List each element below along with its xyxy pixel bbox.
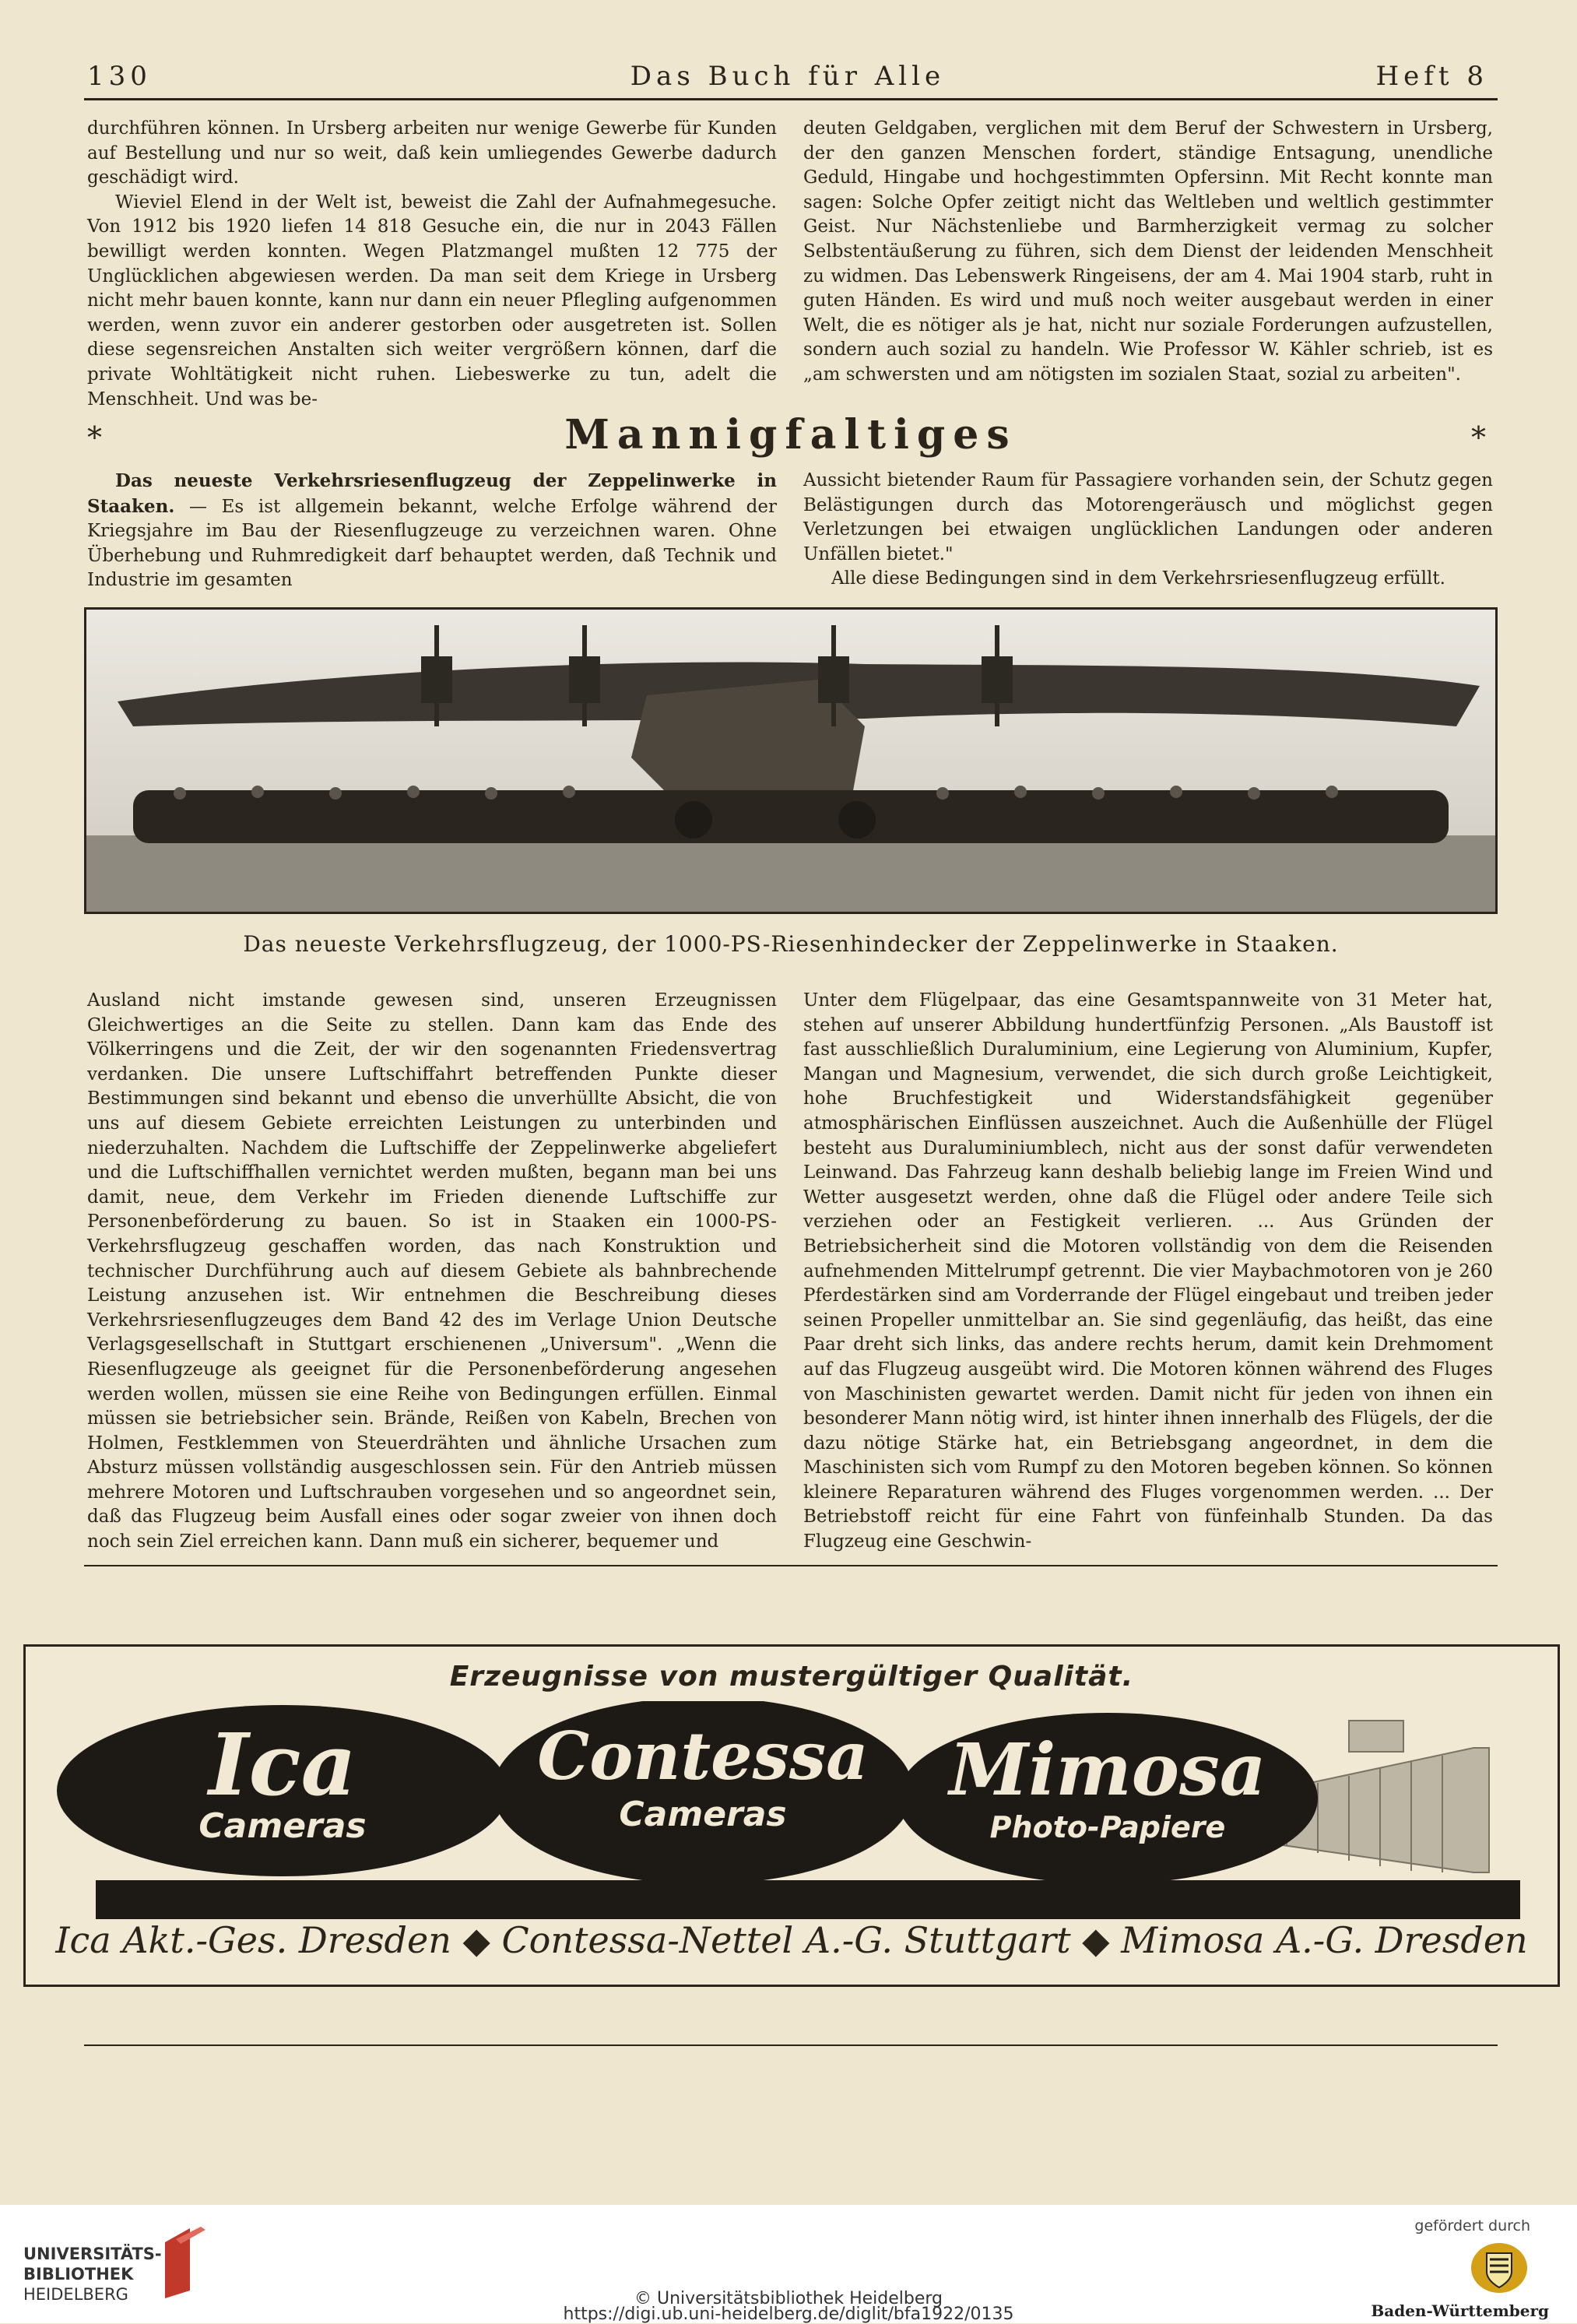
library-footer	[0, 2205, 1577, 2323]
library-name-line: UNIVERSITÄTS-	[23, 2245, 162, 2263]
funded-by-label: gefördert durch	[1414, 2217, 1530, 2234]
brand-ica: Ica	[209, 1714, 356, 1815]
header-rule	[84, 98, 1498, 100]
library-name-line: BIBLIOTHEK	[23, 2265, 134, 2284]
advertisement	[23, 1644, 1560, 1987]
ornament-right: *	[1471, 420, 1486, 455]
paragraph: durchführen können. In Ursberg arbeiten nur wenige Gewerbe für Kunden auf Bestellung und nur so weit, daß kein umliegendes Gewerbe dadurch geschädigt wird.	[87, 118, 777, 188]
ad-logos	[26, 1701, 1558, 1935]
paragraph: Alle diese Bedingungen sind in dem Verkehrsriesenflugzeug erfüllt.	[831, 568, 1445, 589]
brand-mimosa: Mimosa	[949, 1728, 1266, 1812]
brand-mimosa-sub: Photo-Papiere	[989, 1810, 1226, 1844]
paragraph: deuten Geldgaben, verglichen mit dem Beruf der Schwestern in Ursberg, der den ganzen Menschen fordert, ständige Entsagung, unendliche Geduld, Hingabe und hochgestimmten Opfersinn. Mit Recht konnte man sagen: Solche Opfer zeitigt nicht das Weltleben und weltlich gestimmter Geist. Nur Nächstenliebe und Barmherzigkeit vermag zu solcher Selbstentäußerung zu führen, sich dem Dienst der leidenden Menschheit zu widmen. Das Lebenswerk Ringeisens, der am 4. Mai 1904 starb, ruht in guten Händen. Es wird und muß noch weiter ausgebaut werden in einer Welt, die es nötiger als je hat, nicht nur soziale Forderungen aufzustellen, sondern auch sozial zu handeln. Wie Professor W. Kähler schrieb, ist es „am schwersten und am nötigsten im sozialen Staat, sozial zu arbeiten".	[803, 118, 1493, 385]
paragraph: Unter dem Flügelpaar, das eine Gesamtspannweite von 31 Meter hat, stehen auf unserer Abbildung hundertfünfzig Personen. „Als Baustoff ist fast ausschließlich Duraluminium, eine Legierung von Aluminium, Kupfer, Mangan und Magnesium, verwendet, die sich durch große Leichtigkeit, hohe Bruchfestigkeit und Widerstandsfähigkeit gegenüber atmosphärischen Einflüssen auszeichnet. Auch die Außenhülle der Flügel besteht aus Duraluminiumblech, nicht aus der sonst dafür verwendeten Leinwand. Das Fahrzeug kann deshalb beliebig lange im Freien Wind und Wetter ausgesetzt werden, ohne daß die Flügel oder andere Teile sich verziehen oder an Festigkeit verlieren. ... Aus Gründen der Betriebsicherheit sind die Motoren vollständig von dem die Reisenden aufnehmenden Mittelrumpf getrennt. Die vier Maybachmotoren von je 260 Pferdestärken sind am Vorderrande der Flügel eingebaut und treiben jeder seinen Propeller unmittelbar an. Sie sind gegenläufig, das heißt, das eine Paar dreht sich links, das andere rechts herum, damit kein Drehmoment auf das Flugzeug ausgeübt wird. Die Motoren können während des Fluges von Maschinisten gewartet werden. Damit nicht für jeden von ihnen ein besonderer Mann nötig wird, ist hinter ihnen innerhalb des Flügels, der die dazu nötige Stärke hat, ein Betriebsgang angeordnet, in dem die Maschinisten sich vom Rumpf zu den Motoren begeben können. So können kleinere Reparaturen während des Fluges vorgenommen werden. ... Der Betriebstoff reicht für eine Fahrt von fünfeinhalb Stunden. Da das Flugzeug eine Geschwin-	[803, 990, 1493, 1552]
brand-contessa: Contessa	[537, 1718, 869, 1795]
top-right-column	[803, 117, 1493, 388]
copyright-line: © Universitätsbibliothek Heidelberg	[634, 2289, 943, 2308]
journal-title: Das Buch für Alle	[630, 61, 946, 92]
library-name-line: HEIDELBERG	[23, 2285, 128, 2304]
article-lead-left	[87, 469, 777, 593]
page-number: 130	[87, 61, 152, 92]
ad-tagline: Erzeugnisse von mustergültiger Qualität.	[449, 1661, 1134, 1693]
top-left-column	[87, 117, 777, 412]
state-name: Baden-Württemberg	[1371, 2301, 1549, 2320]
bottom-left-column	[87, 989, 777, 1555]
airplane-photo	[84, 607, 1498, 914]
permalink[interactable]: https://digi.ub.uni-heidelberg.de/diglit/bfa1922/0135	[563, 2305, 1014, 2324]
article-headline: Das neueste Verkehrsriesenflugzeug der Zeppelinwerke in Staaken.	[87, 470, 777, 517]
running-head	[87, 61, 1488, 95]
ornament-left: *	[87, 420, 102, 455]
airplane-illustration	[86, 610, 1495, 912]
article-lead-right	[803, 469, 1493, 592]
ad-company-line: Ica Akt.-Ges. Dresden ◆ Contessa-Nettel A.-G. Stuttgart ◆ Mimosa A.-G. Dresden	[55, 1919, 1528, 1961]
issue-label: Heft 8	[1375, 61, 1488, 92]
photo-caption: Das neueste Verkehrsflugzeug, der 1000-PS-Riesenhindecker der Zeppelinwerke in Staaken.	[243, 931, 1339, 957]
paragraph: Wieviel Elend in der Welt ist, beweist die Zahl der Aufnahmegesuche. Von 1912 bis 1920 liefen 14 818 Gesuche ein, die nur in 2043 Fällen bewilligt werden konnten. Wegen Platzmangel mußten 12 775 der Unglücklichen abgewiesen werden. Da man seit dem Kriege in Ursberg nicht mehr bauen konnte, kann nur dann ein neuer Pflegling aufgenommen werden, wenn zuvor ein anderer gestorben oder ausgetreten ist. Sollen diese segensreichen Anstalten sich weiter vergrößern können, darf die private Wohltätigkeit nicht ruhen. Liebeswerke zu tun, adelt die Menschheit. Und was be-	[87, 192, 777, 410]
paragraph: Ausland nicht imstande gewesen sind, unseren Erzeugnissen Gleichwertiges an die Seite zu stellen. Dann kam das Ende des Völkerringens und die Zeit, der wir den sogenannten Friedensvertrag verdanken. Die unsere Luftschiffahrt betreffenden Punkte dieser Bestimmungen sind bekannt und ebenso die unverhüllte Absicht, die von uns auf diesem Gebiete erreichten Leistungen zu unterbinden und niederzuhalten. Nachdem die Luftschiffe der Zeppelinwerke abgeliefert und die Luftschiffhallen vernichtet werden mußten, begann man bei uns damit, neue, dem Verkehr im Frieden dienende Luftschiffe zur Personenbeförderung zu bauen. So ist in Staaken ein 1000-PS-Verkehrsflugzeug geschaffen worden, das nach Konstruktion und technischer Durchführung auch auf diesem Gebiete als bahnbrechende Leistung anzusehen ist. Wir entnehmen die Beschreibung dieses Verkehrsriesenflugzeuges dem Band 42 des im Verlage Union Deutsche Verlagsgesellschaft in Stuttgart erschienenen „Universum". „Wenn die Riesenflugzeuge als geeignet für die Personenbeförderung angesehen werden wollen, müssen sie eine Reihe von Bedingungen erfüllen. Einmal müssen sie betriebsicher sein. Brände, Reißen von Kabeln, Brechen von Holmen, Festklemmen von Steuerdrähten und ähnliche Ursachen zum Absturz müssen vollständig ausgeschlossen sein. Für den Antrieb müssen mehrere Motoren und Luftschrauben vorgesehen und so angeordnet sein, daß das Flugzeug beim Ausfall eines oder sogar zweier von ihnen doch noch sein Ziel erreichen kann. Dann muß ein sicherer, bequemer und	[87, 990, 777, 1552]
bottom-right-column	[803, 989, 1493, 1555]
section-title: Mannigfaltiges	[564, 411, 1017, 459]
article-end-rule	[84, 1565, 1498, 1566]
state-coat-of-arms-icon	[1468, 2241, 1530, 2295]
brand-ica-sub: Cameras	[198, 1806, 367, 1846]
paragraph: Aussicht bietender Raum für Passagiere vorhanden sein, der Schutz gegen Belästigungen durch das Motorengeräusch und möglichst gegen Verletzungen bei etwaigen unglücklichen Landungen oder anderen Unfällen bietet."	[803, 470, 1493, 564]
article-lead-text: — Es ist allgemein bekannt, welche Erfolge während der Kriegsjahre im Bau der Riesenflugzeuge zu verzeichnen waren. Ohne Überhebung und Ruhmredigkeit darf behauptet werden, daß Technik und Industrie im gesamten	[87, 496, 777, 591]
brand-contessa-sub: Cameras	[619, 1795, 787, 1834]
ad-bottom-rule	[84, 2044, 1498, 2046]
